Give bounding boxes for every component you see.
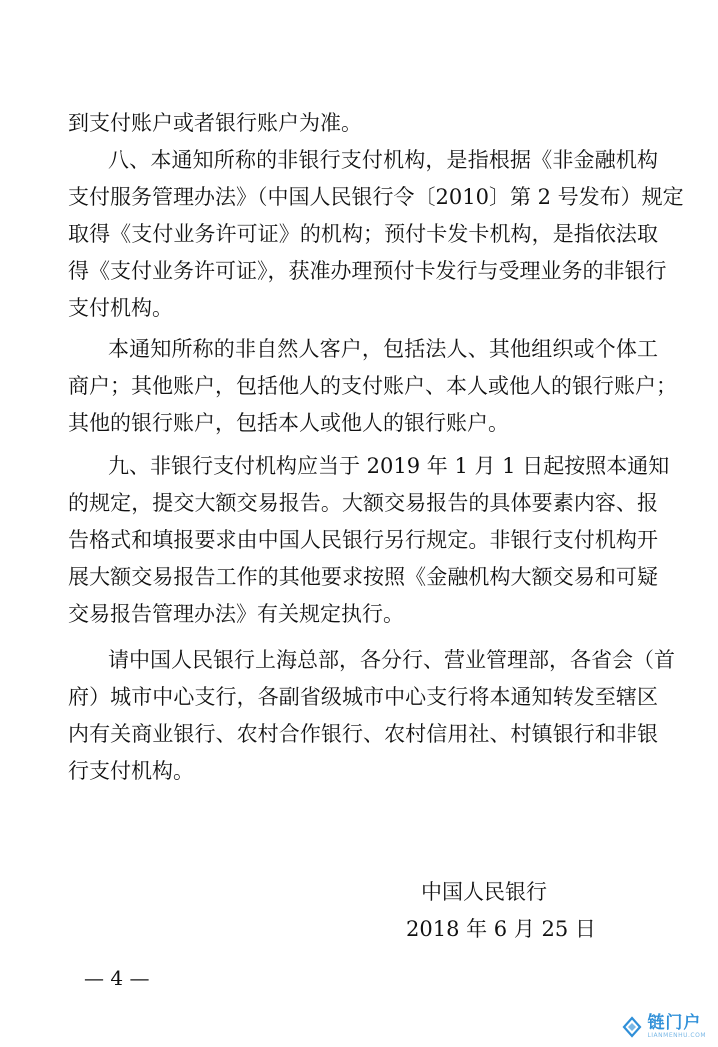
watermark-brand: 链门户 <box>647 1013 702 1033</box>
paragraph-line: 内有关商业银行、农村合作银行、农村信用社、村镇银行和非银 <box>68 722 658 746</box>
paragraph-line: 的规定，提交大额交易报告。大额交易报告的具体要素内容、报 <box>68 491 658 515</box>
paragraph-line: 请中国人民银行上海总部，各分行、营业管理部，各省会（首 <box>108 648 675 672</box>
watermark <box>621 1015 706 1039</box>
issue-date: 2018 年 6 月 25 日 <box>406 917 596 941</box>
issuer-signature: 中国人民银行 <box>421 880 547 904</box>
paragraph-line: 本通知所称的非自然人客户，包括法人、其他组织或个体工 <box>108 337 658 361</box>
paragraph-line: 展大额交易报告工作的其他要求按照《金融机构大额交易和可疑 <box>68 565 658 589</box>
paragraph-line: 支付服务管理办法》（中国人民银行令〔2010〕第 2 号发布）规定 <box>68 185 684 209</box>
watermark-logo-icon <box>621 1016 643 1038</box>
paragraph-line: 八、本通知所称的非银行支付机构，是指根据《非金融机构 <box>108 148 658 172</box>
paragraph-line: 府）城市中心支行，各副省级城市中心支行将本通知转发至辖区 <box>68 685 658 709</box>
paragraph-line: 到支付账户或者银行账户为准。 <box>68 111 362 135</box>
paragraph-line: 得《支付业务许可证》，获准办理预付卡发行与受理业务的非银行 <box>68 259 667 283</box>
watermark-domain: LIANMENHU.COM <box>647 1032 706 1039</box>
paragraph-line: 其他的银行账户，包括本人或他人的银行账户。 <box>68 411 509 435</box>
paragraph-line: 商户；其他账户，包括他人的支付账户、本人或他人的银行账户； <box>68 374 677 398</box>
paragraph-line: 取得《支付业务许可证》的机构；预付卡发卡机构，是指依法取 <box>68 222 658 246</box>
paragraph-line: 告格式和填报要求由中国人民银行另行规定。非银行支付机构开 <box>68 528 658 552</box>
paragraph-line: 九、非银行支付机构应当于 2019 年 1 月 1 日起按照本通知 <box>108 454 670 478</box>
paragraph-line: 支付机构。 <box>68 296 173 320</box>
page-number: — 4 — <box>84 966 150 990</box>
paragraph-line: 交易报告管理办法》有关规定执行。 <box>68 602 404 626</box>
paragraph-line: 行支付机构。 <box>68 759 194 783</box>
